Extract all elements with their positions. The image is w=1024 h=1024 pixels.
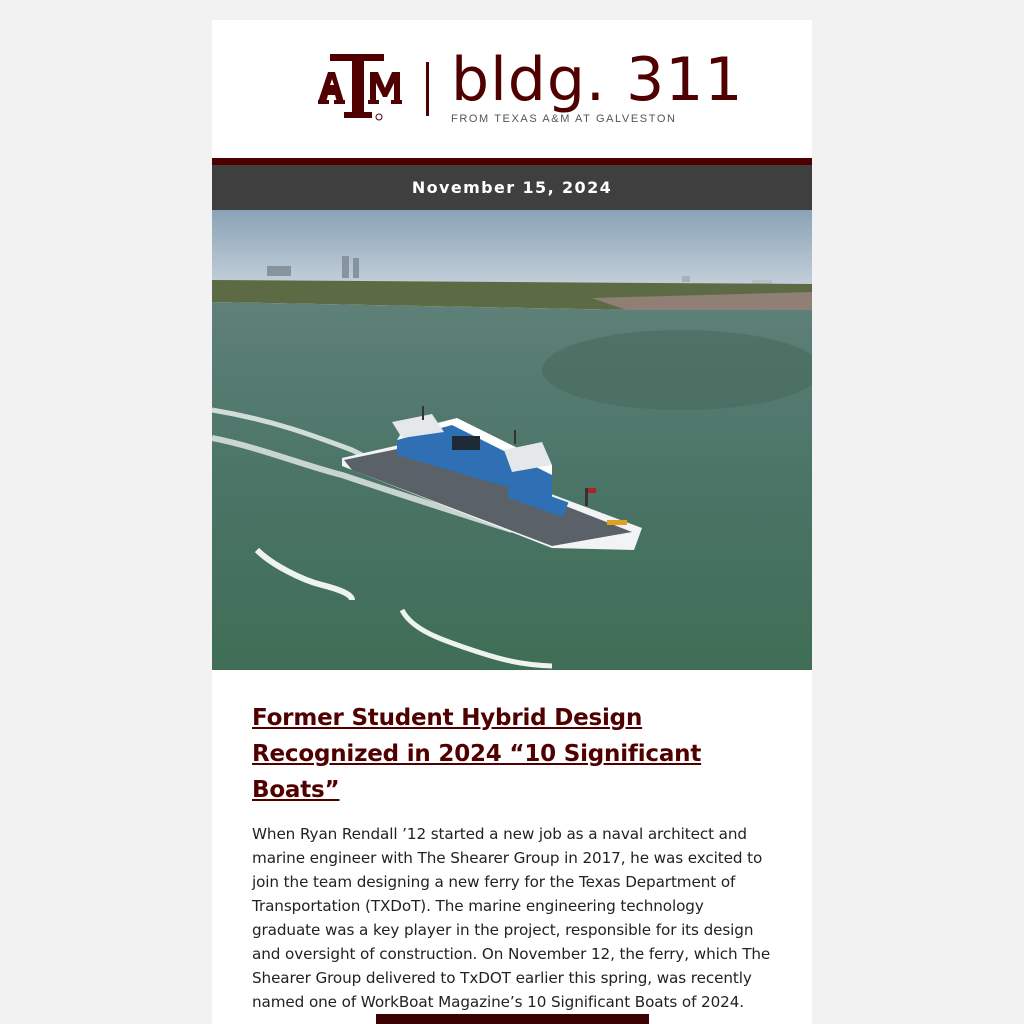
tamu-logo-icon [318, 52, 402, 122]
hero-ferry-image[interactable] [212, 210, 812, 670]
logo-divider [426, 62, 429, 116]
maroon-divider [212, 158, 812, 165]
article-body: When Ryan Rendall ’12 started a new job as a naval architect and marine engineer with The Shearer Group in 2017, he was excited to join the team designing a new ferry for the Texas Department of Transportation (TXDoT). The marine engineering technology graduate was a key player in the project, responsible for its design and oversight of construction. On November 12, the ferry, which The Shearer Group delivered to TxDOT earlier this spring, was recently named one of WorkBoat Magazine’s 10 Significant Boats of 2024. [252, 825, 771, 1011]
brand-title: bldg. 311 [451, 45, 744, 115]
newsletter-email [212, 20, 812, 1024]
read-more-button[interactable] [376, 1014, 649, 1024]
article [212, 670, 812, 1014]
brand-subtitle: FROM TEXAS A&M AT GALVESTON [451, 113, 677, 125]
newsletter-header [212, 20, 812, 158]
article-title-link[interactable]: Former Student Hybrid Design Recognized in 2024 “10 Significant Boats” [252, 705, 702, 803]
issue-date: November 15, 2024 [212, 165, 812, 210]
brand-lockup[interactable] [318, 45, 744, 125]
brand-text [451, 45, 744, 125]
